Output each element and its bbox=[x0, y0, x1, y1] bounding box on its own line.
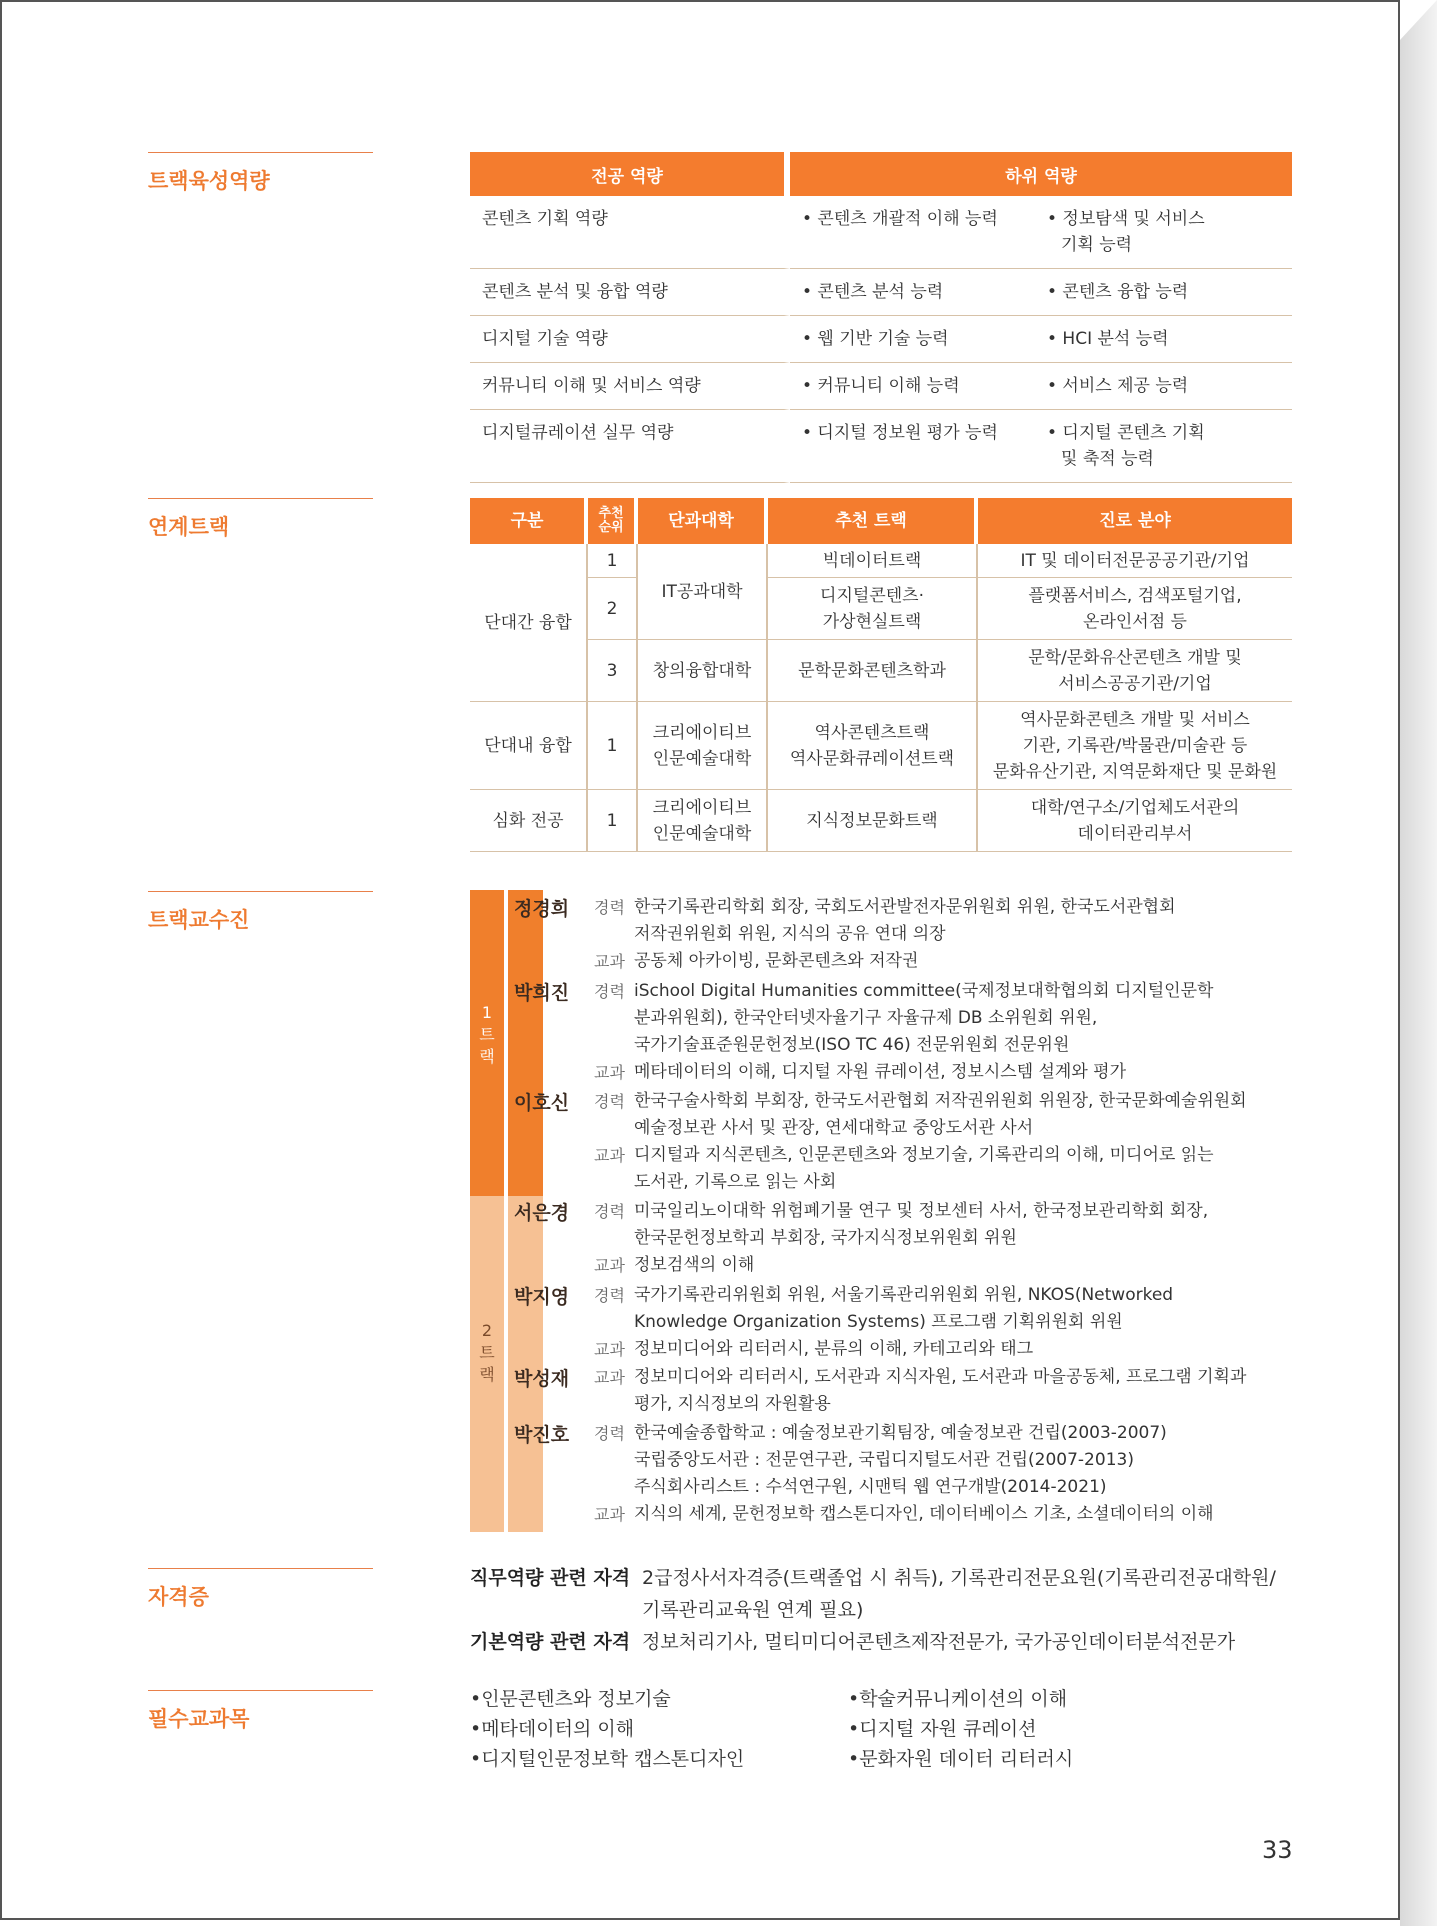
professor-name: 정경희 bbox=[514, 898, 570, 920]
professor-name: 박성재 bbox=[514, 1368, 570, 1390]
career-cell: IT 및 데이터전문공공기관/기업 bbox=[978, 544, 1292, 578]
course-tag: 교과 bbox=[594, 1368, 625, 1387]
list-item: •문화자원 데이터 리터러시 bbox=[848, 1748, 1074, 1770]
competency-sub: • 콘텐츠 개괄적 이해 능력 bbox=[790, 196, 1035, 269]
track-cell: 문학문화콘텐츠학과 bbox=[768, 640, 978, 702]
career-text: 저작권위원회 위원, 지식의 공유 연대 의장 bbox=[634, 924, 946, 944]
professor-career bbox=[594, 978, 1314, 1059]
course-text: 평가, 지식정보의 자원활용 bbox=[634, 1394, 831, 1414]
career-tag: 경력 bbox=[594, 1092, 625, 1111]
college-cell: IT공과대학 bbox=[638, 544, 768, 640]
competency-sub: • 디지털 정보원 평가 능력 bbox=[790, 410, 1035, 483]
career-line: 플랫폼서비스, 검색포털기업, bbox=[1028, 585, 1242, 606]
competency-sub-text: • 디지털 콘텐츠 기획 bbox=[1047, 423, 1205, 443]
section-certificates: 자격증 bbox=[148, 1568, 373, 1611]
career-line: 데이터관리부서 bbox=[1077, 823, 1193, 844]
section-linked: 연계트랙 bbox=[148, 498, 373, 541]
list-item: •디지털인문정보학 캡스톤디자인 bbox=[470, 1748, 745, 1770]
table-row bbox=[470, 269, 1292, 316]
professor-course bbox=[594, 1336, 1314, 1363]
header-rank-line: 순위 bbox=[598, 520, 624, 535]
required-courses-left bbox=[470, 1684, 744, 1774]
table-row bbox=[470, 363, 1292, 410]
track1-label bbox=[470, 1002, 504, 1068]
competency-main: 커뮤니티 이해 및 서비스 역량 bbox=[470, 363, 790, 410]
competency-main: 콘텐츠 기획 역량 bbox=[470, 196, 790, 269]
professor-name: 박진호 bbox=[514, 1424, 570, 1446]
professor-course bbox=[594, 1142, 1314, 1196]
list-item: •디지털 자원 큐레이션 bbox=[848, 1718, 1037, 1740]
competency-sub bbox=[1035, 410, 1292, 483]
professor-course bbox=[594, 1059, 1314, 1086]
rank-cell: 1 bbox=[588, 702, 638, 790]
professor-career bbox=[594, 1282, 1314, 1336]
professor-course bbox=[594, 1501, 1314, 1528]
page-number: 33 bbox=[1262, 1836, 1293, 1864]
career-line: 문학/문화유산콘텐츠 개발 및 bbox=[1028, 647, 1242, 668]
list-item: •메타데이터의 이해 bbox=[470, 1718, 635, 1740]
header-category: 구분 bbox=[470, 498, 588, 544]
header-sub-competency: 하위 역량 bbox=[790, 152, 1292, 196]
header-track: 추천 트랙 bbox=[768, 498, 978, 544]
header-college: 단과대학 bbox=[638, 498, 768, 544]
basic-certificate bbox=[470, 1626, 1292, 1658]
rank-cell: 3 bbox=[588, 640, 638, 702]
competency-sub-text: 및 축적 능력 bbox=[1061, 449, 1154, 469]
professor-course bbox=[594, 1364, 1314, 1418]
track-label-char: 2 bbox=[481, 1321, 493, 1340]
course-text: 디지털과 지식콘텐츠, 인문콘텐츠와 정보기술, 기록관리의 이해, 미디어로 읽는 bbox=[634, 1145, 1214, 1165]
career-text: 한국예술종합학교 : 예술정보관기획팀장, 예술정보관 건립(2003-2007) bbox=[634, 1423, 1167, 1443]
course-tag: 교과 bbox=[594, 1063, 625, 1082]
list-item: •학술커뮤니케이션의 이해 bbox=[848, 1688, 1068, 1710]
category-cell: 단대간 융합 bbox=[470, 544, 588, 702]
career-tag: 경력 bbox=[594, 898, 625, 917]
career-text: 국가기술표준원문헌정보(ISO TC 46) 전문위원회 전문위원 bbox=[634, 1035, 1070, 1055]
table-row bbox=[470, 410, 1292, 483]
rank-cell: 1 bbox=[588, 544, 638, 578]
professor-career bbox=[594, 894, 1314, 948]
competency-sub: • 콘텐츠 분석 능력 bbox=[790, 269, 1035, 316]
track-label-char: 트 bbox=[479, 1025, 495, 1044]
rank-cell: 2 bbox=[588, 578, 638, 640]
competency-sub: • HCI 분석 능력 bbox=[1035, 316, 1292, 363]
faculty-block bbox=[470, 890, 1302, 1532]
career-cell bbox=[978, 578, 1292, 640]
professor-course bbox=[594, 1252, 1314, 1279]
section-faculty: 트랙교수진 bbox=[148, 891, 373, 934]
course-tag: 교과 bbox=[594, 1256, 625, 1275]
category-cell: 심화 전공 bbox=[470, 790, 588, 852]
college-line: 인문예술대학 bbox=[652, 823, 752, 844]
track-line: 가상현실트랙 bbox=[822, 611, 922, 632]
course-tag: 교과 bbox=[594, 952, 625, 971]
track-cell: 지식정보문화트랙 bbox=[768, 790, 978, 852]
table-row bbox=[470, 702, 1292, 790]
section-required: 필수교과목 bbox=[148, 1690, 373, 1733]
linked-track-table bbox=[470, 498, 1292, 852]
track-label-char: 랙 bbox=[479, 1047, 495, 1066]
career-cell bbox=[978, 640, 1292, 702]
career-cell bbox=[978, 790, 1292, 852]
list-item: •인문콘텐츠와 정보기술 bbox=[470, 1688, 671, 1710]
college-cell bbox=[638, 702, 768, 790]
required-courses-right bbox=[848, 1684, 1073, 1774]
section-competency: 트랙육성역량 bbox=[148, 152, 373, 195]
competency-sub: • 커뮤니티 이해 능력 bbox=[790, 363, 1035, 410]
course-text: 정보미디어와 리터러시, 분류의 이해, 카테고리와 태그 bbox=[634, 1339, 1034, 1359]
header-rank bbox=[588, 498, 638, 544]
course-text: 공동체 아카이빙, 문화콘텐츠와 저작권 bbox=[634, 951, 919, 971]
course-text: 지식의 세계, 문헌정보학 캡스톤디자인, 데이터베이스 기초, 소셜데이터의 이해 bbox=[634, 1504, 1214, 1524]
track-line: 역사콘텐츠트랙 bbox=[814, 722, 930, 743]
course-tag: 교과 bbox=[594, 1146, 625, 1165]
competency-sub-text: 기획 능력 bbox=[1061, 235, 1133, 255]
college-cell: 창의융합대학 bbox=[638, 640, 768, 702]
professor-name: 이호신 bbox=[514, 1092, 570, 1114]
table-row bbox=[470, 544, 1292, 578]
career-tag: 경력 bbox=[594, 1286, 625, 1305]
course-text: 정보검색의 이해 bbox=[634, 1255, 755, 1275]
competency-main: 디지털큐레이션 실무 역량 bbox=[470, 410, 790, 483]
course-text: 정보미디어와 리터러시, 도서관과 지식자원, 도서관과 마을공동체, 프로그램 기획과 bbox=[634, 1367, 1247, 1387]
career-line: 대학/연구소/기업체도서관의 bbox=[1030, 797, 1240, 818]
competency-main: 콘텐츠 분석 및 융합 역량 bbox=[470, 269, 790, 316]
professor-course bbox=[594, 948, 1314, 975]
professor-name: 서은경 bbox=[514, 1202, 570, 1224]
career-text: 한국구술사학회 부회장, 한국도서관협회 저작권위원회 위원장, 한국문화예술위원회 bbox=[634, 1091, 1247, 1111]
table-row bbox=[470, 790, 1292, 852]
track1-name-band bbox=[508, 890, 543, 1196]
job-certificate-text: 기록관리교육원 연계 필요) bbox=[642, 1599, 864, 1621]
track2-label bbox=[470, 1320, 504, 1386]
competency-sub bbox=[1035, 196, 1292, 269]
career-text: Knowledge Organization Systems) 프로그램 기획위원회 위원 bbox=[634, 1312, 1123, 1332]
header-career: 진로 분야 bbox=[978, 498, 1292, 544]
career-line: 문화유산기관, 지역문화재단 및 문화원 bbox=[992, 761, 1278, 782]
category-cell: 단대내 융합 bbox=[470, 702, 588, 790]
college-line: 인문예술대학 bbox=[652, 748, 752, 769]
professor-career bbox=[594, 1198, 1314, 1252]
professor-name: 박희진 bbox=[514, 982, 570, 1004]
competency-sub: • 서비스 제공 능력 bbox=[1035, 363, 1292, 410]
course-tag: 교과 bbox=[594, 1340, 625, 1359]
professor-career bbox=[594, 1420, 1314, 1501]
basic-certificate-value: 정보처리기사, 멀티미디어콘텐츠제작전문가, 국가공인데이터분석전문가 bbox=[642, 1631, 1236, 1653]
competency-sub: • 웹 기반 기술 능력 bbox=[790, 316, 1035, 363]
career-text: 한국문헌정보학괴 부회장, 국가지식정보위원회 위원 bbox=[634, 1228, 1017, 1248]
job-certificate-label: 직무역량 관련 자격 bbox=[470, 1567, 631, 1589]
band-divider bbox=[504, 890, 508, 1532]
track-label-char: 랙 bbox=[479, 1365, 495, 1384]
career-cell bbox=[978, 702, 1292, 790]
competency-sub-text: • 정보탐색 및 서비스 bbox=[1047, 209, 1205, 229]
track-cell: 빅데이터트랙 bbox=[768, 544, 978, 578]
header-rank-line: 추천 bbox=[598, 506, 624, 521]
track-label-char: 트 bbox=[479, 1343, 495, 1362]
career-text: 미국일리노이대학 위험폐기물 연구 및 정보센터 사서, 한국정보관리학회 회장, bbox=[634, 1201, 1209, 1221]
table-row bbox=[470, 316, 1292, 363]
rank-cell: 1 bbox=[588, 790, 638, 852]
career-tag: 경력 bbox=[594, 1202, 625, 1221]
career-text: 국립중앙도서관 : 전문연구관, 국립디지털도서관 건립(2007-2013) bbox=[634, 1450, 1134, 1470]
course-text: 메타데이터의 이해, 디지털 자원 큐레이션, 정보시스템 설계와 평가 bbox=[634, 1062, 1127, 1082]
career-line: 기관, 기록관/박물관/미술관 등 bbox=[1022, 735, 1248, 756]
table-row bbox=[470, 196, 1292, 269]
track-cell bbox=[768, 578, 978, 640]
page-edge bbox=[1400, 0, 1437, 1926]
competency-sub: • 콘텐츠 융합 능력 bbox=[1035, 269, 1292, 316]
career-text: 주식회사리스트 : 수석연구원, 시맨틱 웹 연구개발(2014-2021) bbox=[634, 1477, 1107, 1497]
college-line: 크리에이티브 bbox=[652, 797, 752, 818]
track-label-char: 1 bbox=[481, 1003, 493, 1022]
professor-name: 박지영 bbox=[514, 1286, 570, 1308]
career-text: 한국기록관리학회 회장, 국회도서관발전자문위원회 위원, 한국도서관협회 bbox=[634, 897, 1176, 917]
track-line: 역사문화큐레이션트랙 bbox=[789, 748, 955, 769]
college-line: 크리에이티브 bbox=[652, 722, 752, 743]
career-text: iSchool Digital Humanities committee(국제정보대학협의회 디지털인문학 bbox=[634, 981, 1214, 1001]
career-text: 분과위원회), 한국안터넷자율기구 자율규제 DB 소위원회 위원, bbox=[634, 1008, 1098, 1028]
career-text: 국가기록관리위원회 위원, 서울기록관리위원회 위원, NKOS(Networked bbox=[634, 1285, 1174, 1305]
career-line: 역사문화콘텐츠 개발 및 서비스 bbox=[1020, 709, 1250, 730]
competency-main: 디지털 기술 역량 bbox=[470, 316, 790, 363]
table-row bbox=[470, 640, 1292, 702]
college-cell bbox=[638, 790, 768, 852]
track-line: 디지털콘텐츠· bbox=[820, 585, 924, 606]
header-major-competency: 전공 역량 bbox=[470, 152, 790, 196]
competency-table bbox=[470, 152, 1292, 483]
career-line: 온라인서점 등 bbox=[1083, 611, 1187, 632]
table-row bbox=[470, 578, 1292, 640]
basic-certificate-label: 기본역량 관련 자격 bbox=[470, 1631, 631, 1653]
job-certificate-text: 2급정사서자격증(트랙졸업 시 취득), 기록관리전문요원(기록관리전공대학원/ bbox=[642, 1567, 1276, 1589]
career-tag: 경력 bbox=[594, 982, 625, 1001]
track-cell bbox=[768, 702, 978, 790]
job-certificate bbox=[470, 1562, 1292, 1626]
career-line: 서비스공공기관/기업 bbox=[1058, 673, 1212, 694]
career-text: 예술정보관 사서 및 관장, 연세대학교 중앙도서관 사서 bbox=[634, 1118, 1034, 1138]
professor-career bbox=[594, 1088, 1314, 1142]
course-tag: 교과 bbox=[594, 1505, 625, 1524]
job-certificate-value bbox=[642, 1562, 1292, 1626]
career-tag: 경력 bbox=[594, 1424, 625, 1443]
course-text: 도서관, 기록으로 읽는 사회 bbox=[634, 1172, 837, 1192]
